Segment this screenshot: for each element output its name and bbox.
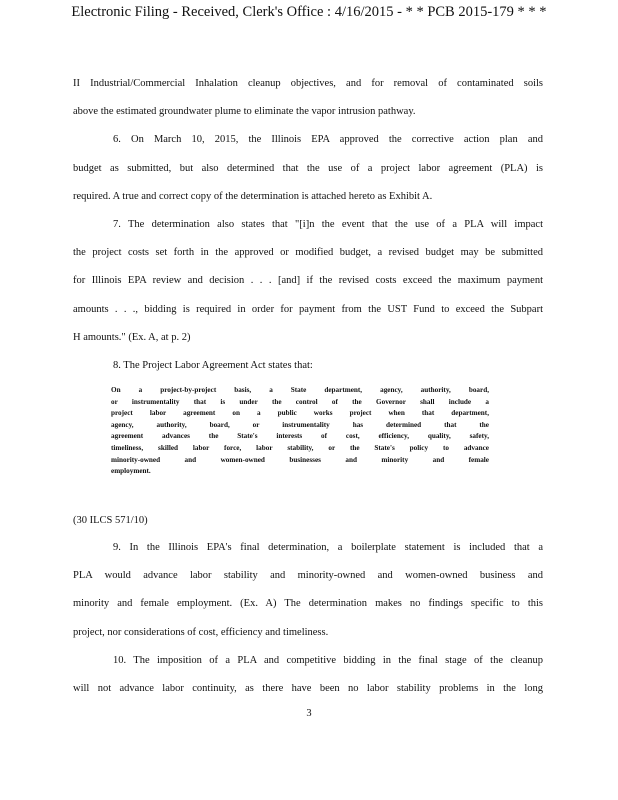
text-line: for Illinois EPA review and decision . . . [and] if the revised costs exceed the maximum payment	[73, 275, 543, 287]
quote-line: employment.	[111, 467, 151, 476]
quote-line: agency, authority, board, or instrumentality has determined that the	[111, 420, 489, 429]
paragraph-9-line: 9. In the Illinois EPA's final determination, a boilerplate statement is included that a	[113, 542, 543, 553]
text-line: will not advance labor continuity, as there have been no labor stability problems in the long	[73, 683, 543, 695]
block-quote	[111, 385, 489, 478]
statute-citation: (30 ILCS 571/10)	[73, 515, 148, 526]
electronic-filing-header: Electronic Filing - Received, Clerk's Office : 4/16/2015 - * * PCB 2015-179 * * *	[71, 4, 547, 20]
text-line: PLA would advance labor stability and minority-owned and women-owned business and	[73, 570, 543, 582]
text-line: minority and female employment. (Ex. A) The determination makes no findings specific to this	[73, 598, 543, 610]
quote-line: project labor agreement on a public works project when that department,	[111, 409, 489, 418]
quote-line: timeliness, skilled labor force, labor stability, or the State's policy to advance	[111, 443, 489, 452]
paragraph-6-line: 6. On March 10, 2015, the Illinois EPA approved the corrective action plan and	[113, 134, 543, 146]
quote-line: minority-owned and women-owned businesses and minority and female	[111, 455, 489, 464]
text-line: H amounts." (Ex. A, at p. 2)	[73, 331, 191, 343]
text-line: amounts . . ., bidding is required in order for payment from the UST Fund to exceed the Subpart	[73, 303, 543, 315]
text-line: the project costs set forth in the approved or modified budget, a revised budget may be submitted	[73, 247, 543, 259]
paragraph-7-line: 7. The determination also states that "[i]n the event that the use of a PLA will impact	[113, 219, 543, 231]
paragraph-8-line: 8. The Project Labor Agreement Act states that:	[113, 360, 313, 372]
quote-line: agreement advances the State's interests of cost, efficiency, quality, safety,	[111, 432, 489, 441]
text-line: budget as submitted, but also determined that the use of a project labor agreement (PLA) is	[73, 162, 543, 174]
text-line: project, nor considerations of cost, efficiency and timeliness.	[73, 626, 329, 638]
text-line: II Industrial/Commercial Inhalation cleanup objectives, and for removal of contaminated soils	[73, 78, 543, 89]
paragraph-10-line: 10. The imposition of a PLA and competitive bidding in the final stage of the cleanup	[113, 654, 543, 666]
text-line: above the estimated groundwater plume to eliminate the vapor intrusion pathway.	[73, 106, 416, 118]
document-body-bottom	[73, 534, 543, 703]
document-body-top	[73, 70, 543, 380]
text-line: required. A true and correct copy of the determination is attached hereto as Exhibit A.	[73, 190, 433, 202]
quote-line: On a project-by-project basis, a State department, agency, authority, board,	[111, 386, 489, 394]
quote-line: or instrumentality that is under the control of the Governor shall include a	[111, 397, 489, 406]
page-number: 3	[306, 708, 312, 719]
